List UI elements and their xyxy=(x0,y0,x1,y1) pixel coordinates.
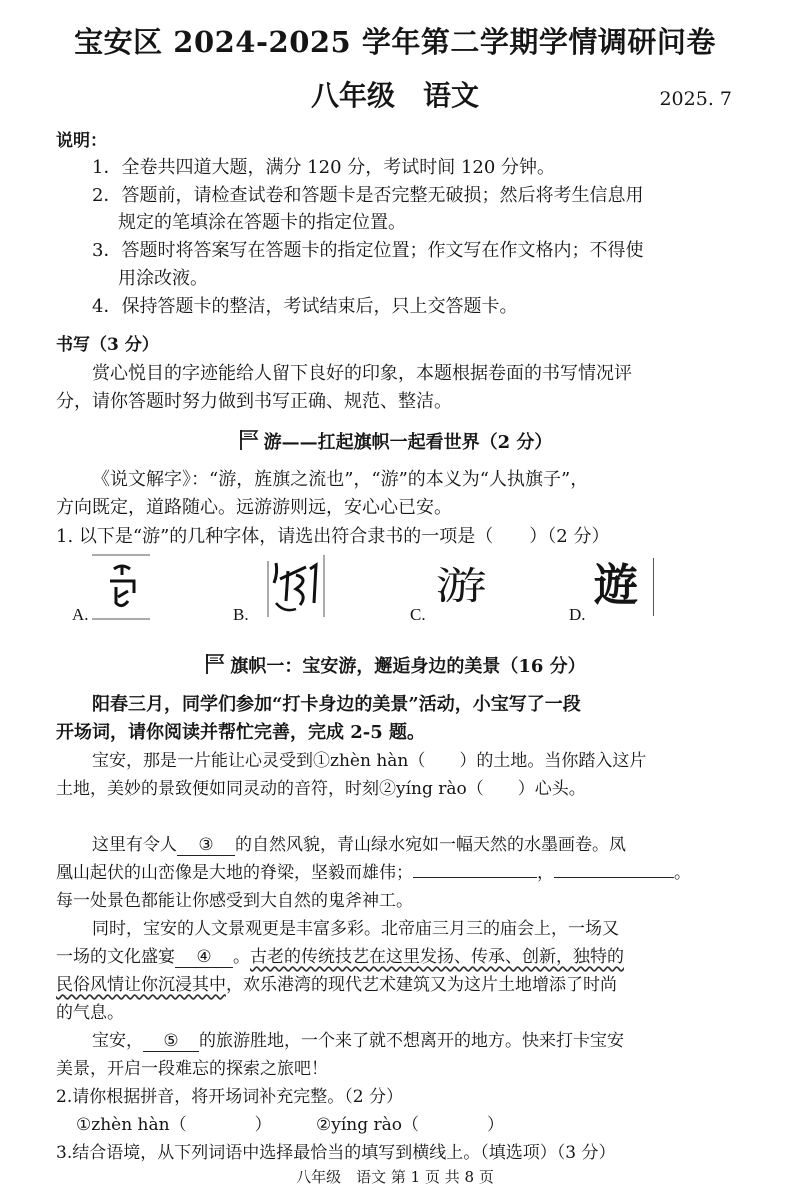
passage-line: 这里有令人 ③ 的自然风貌，青山绿水宛如一幅天然的水墨画卷。凤 xyxy=(92,835,626,855)
section1-intro: 方向既定，道路随心。远游游则远，安心心已安。 xyxy=(56,497,452,518)
question-2-item: ②yíng rào（ ） xyxy=(316,1115,505,1135)
question-2: 2.请你根据拼音，将开场词补充完整。（2 分） xyxy=(56,1087,403,1107)
section2-intro: 阳春三月，同学们参加“打卡身边的美景”活动，小宝写了一段 xyxy=(92,694,581,715)
section1-intro: 《说文解字》：“游，旌旗之流也”，“游”的本义为“人执旗子”， xyxy=(92,469,589,490)
passage-line: 的气息。 xyxy=(56,1003,124,1023)
blank-answer xyxy=(413,877,537,878)
instruction-item: 用涂改液。 xyxy=(118,268,208,289)
flag-icon xyxy=(238,429,260,451)
instruction-item: 4．保持答题卡的整洁，考试结束后，只上交答题卡。 xyxy=(92,296,518,317)
question-3: 3.结合语境，从下列词语中选择最恰当的填写到横线上。（填选项）（3 分） xyxy=(56,1143,616,1163)
instruction-item: 1．全卷共四道大题，满分 120 分，考试时间 120 分钟。 xyxy=(92,157,556,178)
blank-5: ⑤ xyxy=(143,1031,199,1052)
blank-3: ③ xyxy=(177,835,235,856)
option-d-glyph: 遊 xyxy=(594,560,638,611)
passage-line: 宝安， ⑤ 的旅游胜地，一个来了就不想离开的地方。快来打卡宝安 xyxy=(92,1031,624,1051)
instruction-item: 3．答题时将答案写在答题卡的指定位置；作文写在作文格内；不得使 xyxy=(92,240,644,261)
passage-line: 美景，开启一段难忘的探索之旅吧！ xyxy=(56,1059,328,1079)
option-d-regular-glyph xyxy=(594,558,660,618)
instruction-item: 规定的笔填涂在答题卡的指定位置。 xyxy=(118,212,406,233)
passage-line: 宝安，那是一片能让心灵受到①zhèn hàn（ ）的土地。当你踏入这片 xyxy=(92,751,647,771)
writing-text: 赏心悦目的字迹能给人留下良好的印象，本题根据卷面的书写情况评 xyxy=(92,363,632,384)
passage-line: 民俗风情让你沉浸其中，欢乐港湾的现代艺术建筑又为这片土地增添了时尚 xyxy=(56,975,617,995)
flag-icon xyxy=(204,653,226,675)
option-a-label: A. xyxy=(72,605,89,624)
question-2-item: ①zhèn hàn（ ） xyxy=(76,1115,272,1135)
option-c-glyph: 游 xyxy=(435,564,487,608)
exam-date: 2025. 7 xyxy=(659,88,732,110)
section2-heading xyxy=(0,652,790,678)
option-c-clerical-glyph xyxy=(432,562,490,610)
option-d-label: D. xyxy=(569,605,586,624)
passage-line: 土地，美妙的景致便如同灵动的音符，时刻②yíng rào（ ）心头。 xyxy=(56,779,586,799)
blank-4: ④ xyxy=(175,947,233,968)
option-c-label: C. xyxy=(410,605,426,624)
section1-heading xyxy=(0,428,790,454)
wavy-underlined-text: 古老的传统技艺在这里发扬、传承、创新，独特的 xyxy=(250,947,624,967)
page-footer: 八年级 语文 第 1 页 共 8 页 xyxy=(296,1168,494,1186)
writing-heading: 书写（3 分） xyxy=(56,335,159,355)
section1-heading-text: 游——扛起旗帜一起看世界（2 分） xyxy=(263,432,553,453)
section2-heading-text: 旗帜一：宝安游，邂逅身边的美景（16 分） xyxy=(230,656,586,677)
exam-subtitle: 八年级 语文 xyxy=(310,79,479,112)
section2-intro: 开场词，请你阅读并帮忙完善，完成 2-5 题。 xyxy=(56,722,426,743)
exam-title: 宝安区 2024-2025 学年第二学期学情调研问卷 xyxy=(74,25,716,59)
wavy-underlined-text: 民俗风情让你沉浸其中 xyxy=(56,975,226,995)
instructions-heading: 说明： xyxy=(56,131,107,151)
option-b-label: B. xyxy=(233,605,249,624)
instruction-item: 2．答题前，请检查试卷和答题卡是否完整无破损；然后将考生信息用 xyxy=(92,185,644,206)
question-1: 1. 以下是“游”的几种字体，请选出符合隶书的一项是（ ）（2 分） xyxy=(56,526,610,547)
passage-line: 同时，宝安的人文景观更是丰富多彩。北帝庙三月三的庙会上，一场又 xyxy=(92,919,619,939)
passage-line: 一场的文化盛宴 ④ 。古老的传统技艺在这里发扬、传承、创新，独特的 xyxy=(56,947,624,967)
passage-line: 凰山起伏的山峦像是大地的脊梁，坚毅而雄伟； ， 。 xyxy=(56,863,691,883)
option-a-seal-glyph xyxy=(92,553,152,621)
writing-text: 分，请你答题时努力做到书写正确、规范、整洁。 xyxy=(56,391,452,412)
passage-line: 每一处景色都能让你感受到大自然的鬼斧神工。 xyxy=(56,891,413,911)
blank-answer xyxy=(554,877,674,878)
option-b-seal-glyph xyxy=(266,553,328,623)
